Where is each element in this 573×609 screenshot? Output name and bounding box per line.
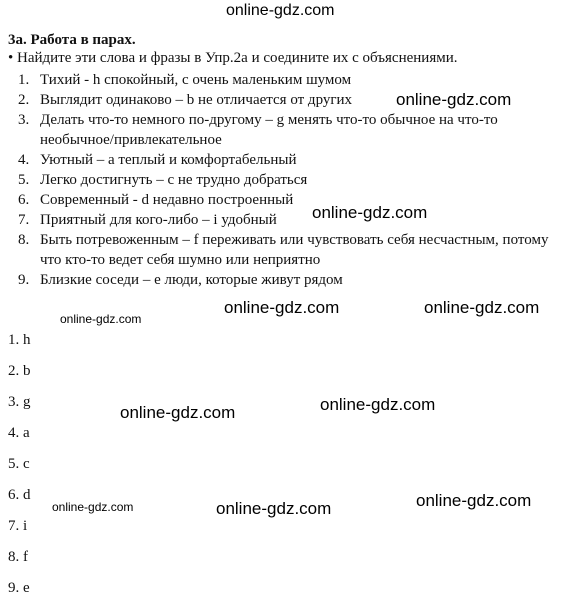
list-item — [0, 170, 565, 190]
answer-item: 3. g — [8, 394, 31, 410]
matching-list — [0, 70, 573, 290]
list-item — [0, 70, 565, 90]
item-text: Уютный – a теплый и комфортабельный — [40, 152, 297, 168]
watermark: online-gdz.com — [424, 298, 540, 317]
list-item — [0, 190, 565, 210]
item-text: Приятный для кого-либо – i удобный — [40, 212, 277, 228]
item-number: 4. — [18, 152, 30, 168]
answer-item: 1. h — [8, 332, 31, 348]
item-text: Выглядит одинаково – b не отличается от других — [40, 92, 353, 108]
answer-item: 4. a — [8, 425, 30, 441]
watermark: online-gdz.com — [416, 491, 532, 510]
watermark: online-gdz.com — [52, 500, 134, 514]
answer-item: 2. b — [8, 363, 31, 379]
item-number: 2. — [18, 92, 30, 108]
item-number: 5. — [18, 172, 30, 188]
watermark: online-gdz.com — [226, 2, 335, 19]
item-text: Легко достигнуть – c не трудно добраться — [40, 172, 308, 188]
answer-item: 9. e — [8, 580, 30, 596]
list-item — [0, 210, 565, 230]
item-number: 3. — [18, 112, 30, 128]
watermark: online-gdz.com — [216, 499, 332, 518]
task-instruction: • Найдите эти слова и фразы в Упр.2а и соедините их с объяснениями. — [8, 50, 458, 66]
item-number: 6. — [18, 192, 30, 208]
answer-item: 5. c — [8, 456, 30, 472]
watermark: online-gdz.com — [396, 90, 512, 109]
answer-item: 6. d — [8, 487, 31, 503]
watermark: online-gdz.com — [120, 403, 236, 422]
watermark: online-gdz.com — [60, 312, 142, 326]
task-title: 3a. Работа в парах. — [8, 32, 136, 48]
list-item — [0, 230, 565, 270]
list-item — [0, 270, 565, 290]
item-number: 1. — [18, 72, 30, 88]
watermark: online-gdz.com — [320, 395, 436, 414]
answer-item: 8. f — [8, 549, 28, 565]
item-number: 9. — [18, 272, 30, 288]
list-item — [0, 90, 565, 110]
item-number: 8. — [18, 232, 30, 248]
item-text: Делать что-то немного по-другому – g менять что-то обычное на что-то необычное/привлекательное — [40, 112, 498, 148]
watermark: online-gdz.com — [224, 298, 340, 317]
item-text: Близкие соседи – e люди, которые живут рядом — [40, 272, 343, 288]
item-number: 7. — [18, 212, 30, 228]
item-text: Быть потревоженным – f переживать или чувствовать себя несчастным, потому что кто-то ведет себя шумно или неприятно — [40, 232, 549, 268]
list-item — [0, 110, 565, 150]
list-item — [0, 150, 565, 170]
answer-item: 7. i — [8, 518, 28, 534]
answer-list — [8, 330, 31, 609]
item-text: Тихий - h спокойный, с очень маленьким шумом — [40, 72, 352, 88]
item-text: Современный - d недавно построенный — [40, 192, 294, 208]
watermark: online-gdz.com — [312, 203, 428, 222]
